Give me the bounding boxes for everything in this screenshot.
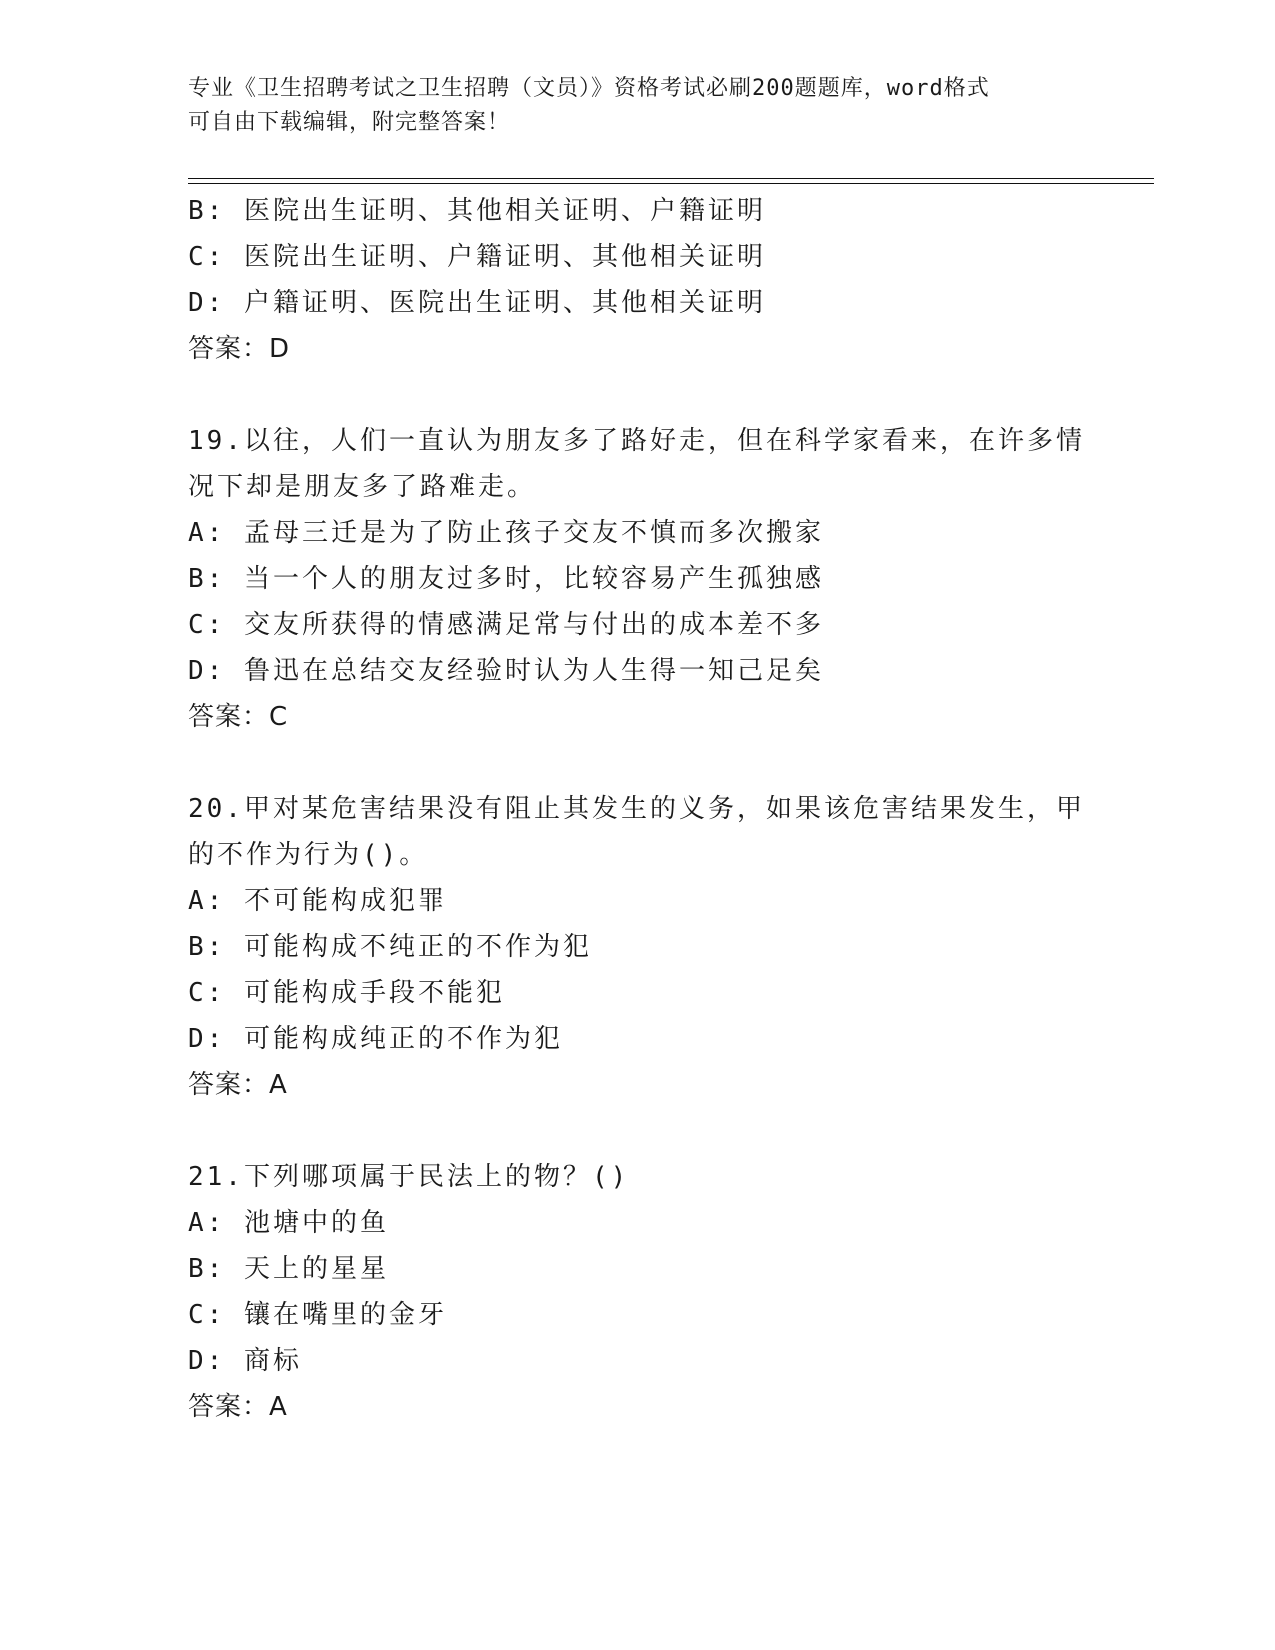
question-text-line-1: 19.以往，人们一直认为朋友多了路好走，但在科学家看来，在许多情 [188,426,1085,456]
question-list [188,188,1088,1430]
option-d: D: 可能构成纯正的不作为犯 [188,1024,563,1054]
option-d: D: 商标 [188,1346,302,1376]
spacer [188,1108,1088,1154]
header-title-line-1: 专业《卫生招聘考试之卫生招聘（文员）》资格考试必刷200题题库，word格式 [188,76,990,101]
answer-line: 答案：D [188,334,291,364]
option-d: D: 户籍证明、医院出生证明、其他相关证明 [188,288,766,318]
header-divider-bottom [188,183,1154,184]
option-c: C: 镶在嘴里的金牙 [188,1300,447,1330]
option-c: C: 可能构成手段不能犯 [188,978,505,1008]
question-18-continued [188,188,1088,372]
header-divider-top [188,178,1154,179]
option-a: A: 孟母三迁是为了防止孩子交友不慎而多次搬家 [188,518,824,548]
option-c: C: 交友所获得的情感满足常与付出的成本差不多 [188,610,824,640]
question-text-line-2: 况下却是朋友多了路难走。 [188,472,537,502]
answer-line: 答案：A [188,1392,288,1422]
option-c: C: 医院出生证明、户籍证明、其他相关证明 [188,242,766,272]
option-b: B: 医院出生证明、其他相关证明、户籍证明 [188,196,766,226]
option-a: A: 池塘中的鱼 [188,1208,389,1238]
answer-line: 答案：A [188,1070,288,1100]
question-text-line-1: 21.下列哪项属于民法上的物？() [188,1162,630,1192]
header-title-line-2: 可自由下载编辑，附完整答案！ [188,110,511,135]
document-header [188,72,1088,140]
option-b: B: 可能构成不纯正的不作为犯 [188,932,592,962]
question-19 [188,418,1088,740]
spacer [188,740,1088,786]
option-b: B: 天上的星星 [188,1254,389,1284]
question-20 [188,786,1088,1108]
spacer [188,372,1088,418]
question-21 [188,1154,1088,1430]
option-b: B: 当一个人的朋友过多时，比较容易产生孤独感 [188,564,824,594]
option-d: D: 鲁迅在总结交友经验时认为人生得一知己足矣 [188,656,824,686]
question-text-line-1: 20.甲对某危害结果没有阻止其发生的义务，如果该危害结果发生，甲 [188,794,1085,824]
option-a: A: 不可能构成犯罪 [188,886,447,916]
answer-line: 答案：C [188,702,289,732]
question-text-line-2: 的不作为行为()。 [188,840,429,870]
